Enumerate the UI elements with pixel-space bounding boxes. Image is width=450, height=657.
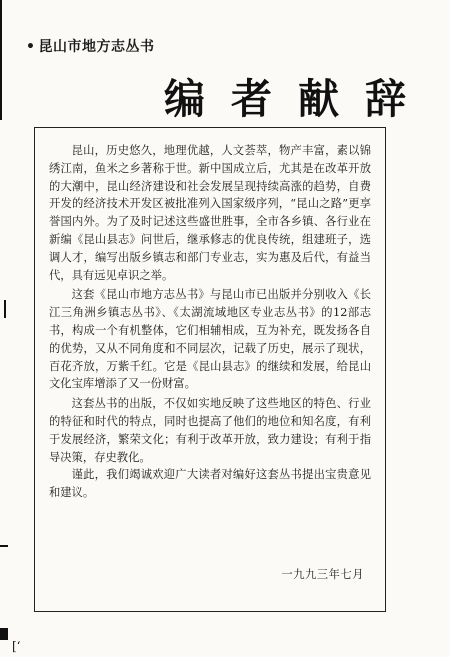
series-title-text: 昆山市地方志丛书	[38, 39, 155, 55]
margin-scan-mark	[0, 628, 8, 640]
dedication-body	[49, 142, 371, 502]
page-title: 编者献辞	[164, 75, 432, 123]
paragraph-4: 谨此，我们竭诚欢迎广大读者对编好这套丛书提出宝贵意见和建议。	[49, 468, 371, 500]
signature-date: 一九九三年七月	[281, 568, 364, 581]
margin-scan-mark	[4, 300, 6, 318]
bullet-icon: •	[26, 39, 36, 55]
margin-scan-mark	[0, 0, 2, 120]
paragraph-2: 这套《昆山市地方志丛书》与昆山市已出版并分别收入《长江三角洲乡镇志丛书》、《太湖流域地区专业志丛书》的12部志书，构成一个有机整体，它们相辅相成，互为补充，既发扬各自的优势，又从不同角度和不同层次，记载了历史，展示了现状，百花齐放，万紫千红。它是《昆山县志》的继续和发展，给昆山文化宝库增添了又一份财富。	[49, 288, 371, 391]
page-footer-mark: [‘	[12, 639, 21, 653]
paragraph-3: 这套丛书的出版，不仅如实地反映了这些地区的特色、行业的特征和时代的特点，同时也提高了他们的地位和知名度，有利于发展经济，繁荣文化；有利于改革开放，致力建设；有利于指导决策，存史教化。	[49, 397, 371, 464]
series-title	[26, 36, 154, 56]
margin-scan-mark	[0, 545, 8, 547]
paragraph-1: 昆山，历史悠久，地理优越，人文荟萃，物产丰富，素以锦绣江南，鱼米之乡著称于世。新中国成立后，尤其是在改革开放的大潮中，昆山经济建设和社会发展呈现持续高涨的趋势，自费开发的经济技术开发区被批准列入国家级序列，“昆山之路”更享誉国内外。为了及时记述这些盛世胜事，全市各乡镇、各行业在新编《昆山县志》问世后，继承修志的优良传统，组建班子，选调人才，编写出版乡镇志和部门专业志，实为惠及后代，有益当代，具有远见卓识之举。	[49, 144, 371, 282]
